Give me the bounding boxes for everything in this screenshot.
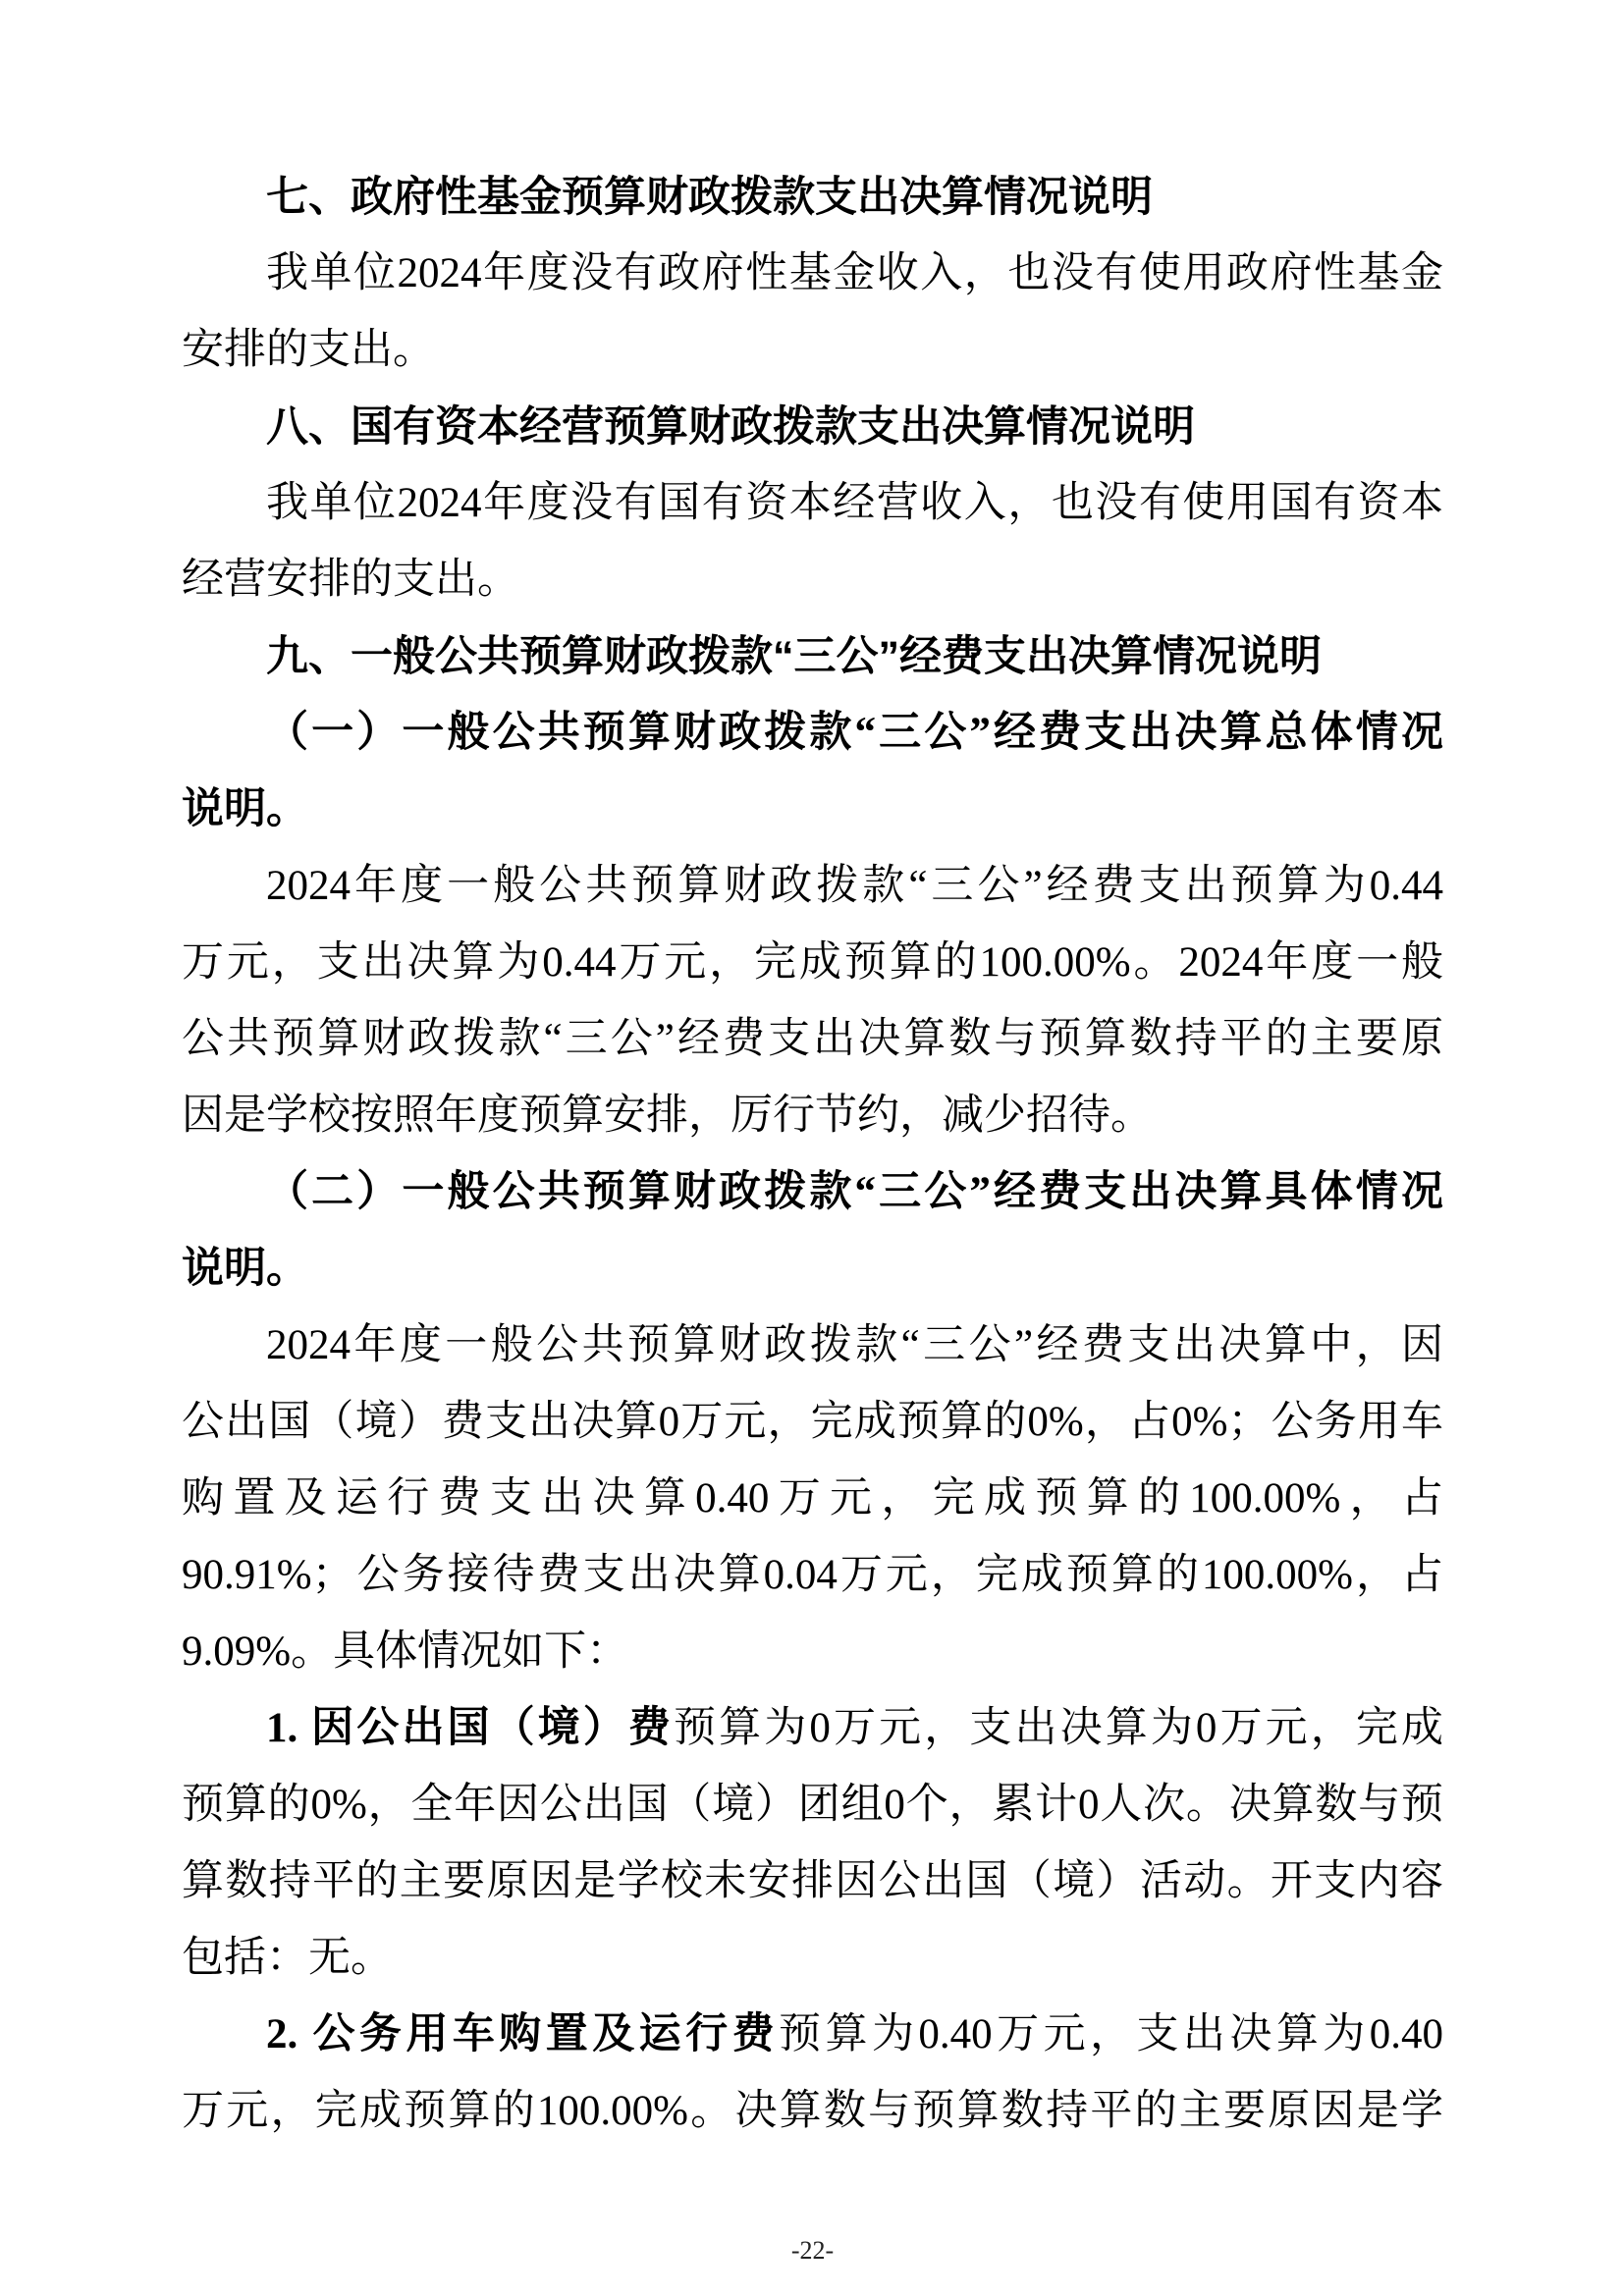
line-text: 预算为0万元，支出决算为0万元，完成 [674,1705,1444,1751]
subsection-heading-2-continued: 说明。 [182,1246,308,1292]
text-line: 经营安排的支出。 [182,557,519,603]
text-line: 公共预算财政拨款“三公”经费支出决算数与预算数持平的主要原 [182,1016,1443,1062]
text-line: 9.09%。具体情况如下： [182,1629,629,1675]
text-line: 90.91%；公务接待费支出决算0.04万元，完成预算的100.00%，占 [182,1552,1443,1598]
subsection-heading-1: （一）一般公共预算财政拨款“三公”经费支出决算总体情况 [266,710,1443,756]
item-2-bold-lead: 2. 公务用车购置及运行费 [266,2011,780,2057]
item-1-line [182,1690,1443,1767]
text-line: 包括：无。 [182,1935,393,1981]
page-number: -22- [790,2236,835,2265]
page-content [182,159,1443,2150]
text-line: 安排的支出。 [182,327,435,373]
text-line: 预算的0%，全年因公出国（境）团组0个，累计0人次。决算数与预 [182,1782,1443,1828]
item-2-line [182,1997,1443,2073]
text-line: 我单位2024年度没有国有资本经营收入，也没有使用国有资本 [266,480,1443,526]
line-text: 预算为0.40万元，支出决算为0.40 [779,2011,1444,2057]
text-line: 因是学校按照年度预算安排，厉行节约，减少招待。 [182,1093,1153,1139]
section-heading-8: 八、国有资本经营预算财政拨款支出决算情况说明 [266,403,1195,451]
subsection-heading-2: （二）一般公共预算财政拨款“三公”经费支出决算具体情况 [266,1169,1443,1215]
text-line: 万元，支出决算为0.44万元，完成预算的100.00%。2024年度一般 [182,939,1443,986]
text-line: 算数持平的主要原因是学校未安排因公出国（境）活动。开支内容 [182,1858,1443,1904]
text-line: 公出国（境）费支出决算0万元，完成预算的0%，占0%；公务用车 [182,1399,1443,1445]
text-line: 我单位2024年度没有政府性基金收入，也没有使用政府性基金 [266,250,1443,296]
text-line: 2024年度一般公共预算财政拨款“三公”经费支出预算为0.44 [266,863,1443,909]
text-line: 2024年度一般公共预算财政拨款“三公”经费支出决算中，因 [266,1322,1443,1368]
section-heading-9: 九、一般公共预算财政拨款“三公”经费支出决算情况说明 [266,633,1322,680]
text-line: 万元，完成预算的100.00%。决算数与预算数持平的主要原因是学 [182,2088,1443,2134]
text-line: 购置及运行费支出决算0.40万元，完成预算的100.00%，占 [182,1475,1443,1522]
item-1-bold-lead: 1. 因公出国（境）费 [266,1705,675,1751]
section-heading-7: 七、政府性基金预算财政拨款支出决算情况说明 [266,174,1153,221]
subsection-heading-1-continued: 说明。 [182,786,308,832]
